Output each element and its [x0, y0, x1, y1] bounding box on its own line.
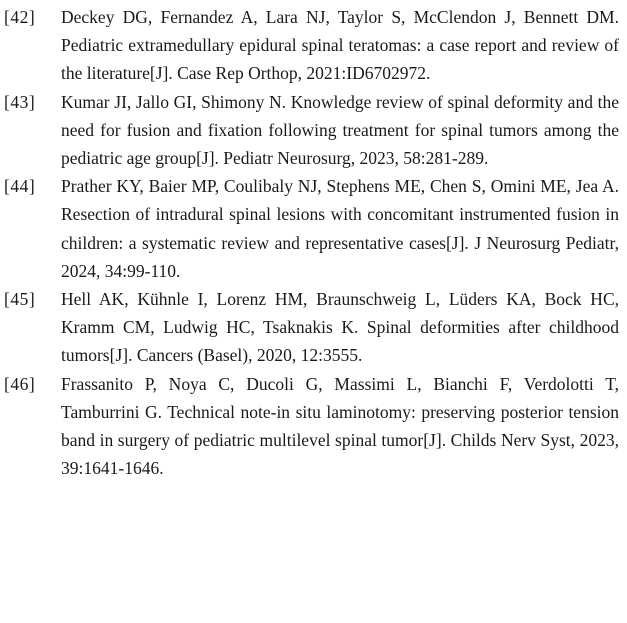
reference-number: [43]: [4, 91, 36, 112]
reference-entry: [0, 88, 627, 173]
reference-text: Prather KY, Baier MP, Coulibaly NJ, Stephens ME, Chen S, Omini ME, Jea A. Resection of intradural spinal lesions with concomitant instrumented fusion in children: a systematic review and representative cases[J]. J Neurosurg Pediatr, 2024, 34:99-110.: [61, 176, 619, 281]
reference-number: [46]: [4, 373, 36, 394]
reference-number: [42]: [4, 7, 36, 27]
reference-entry: [0, 172, 627, 285]
reference-entry: [0, 3, 627, 88]
reference-entry: [0, 285, 627, 370]
reference-number: [44]: [4, 176, 36, 197]
reference-text: Kumar JI, Jallo GI, Shimony N. Knowledge review of spinal deformity and the need for fusion and fixation following treatment for spinal tumors among the pediatric age group[J]. Pediatr Neurosurg, 2023, 58:281-289.: [61, 91, 619, 169]
reference-text: Deckey DG, Fernandez A, Lara NJ, Taylor S, McClendon J, Bennett DM. Pediatric extramedullary epidural spinal teratomas: a case report and review of the literature[J]. Case Rep Orthop, 2021:ID6702972.: [61, 7, 619, 84]
reference-entry: [0, 370, 627, 483]
reference-text: Frassanito P, Noya C, Ducoli G, Massimi L, Bianchi F, Verdolotti T, Tamburrini G. Technical note-in situ laminotomy: preserving posterior tension band in surgery of pediatric multilevel spinal tumor[J]. Childs Nerv Syst, 2023, 39:1641-1646.: [61, 373, 619, 479]
reference-number: [45]: [4, 289, 36, 310]
reference-text: Hell AK, Kühnle I, Lorenz HM, Braunschweig L, Lüders KA, Bock HC, Kramm CM, Ludwig HC, Tsaknakis K. Spinal deformities after childhood tumors[J]. Cancers (Basel), 2020, 12:3555.: [61, 289, 619, 366]
